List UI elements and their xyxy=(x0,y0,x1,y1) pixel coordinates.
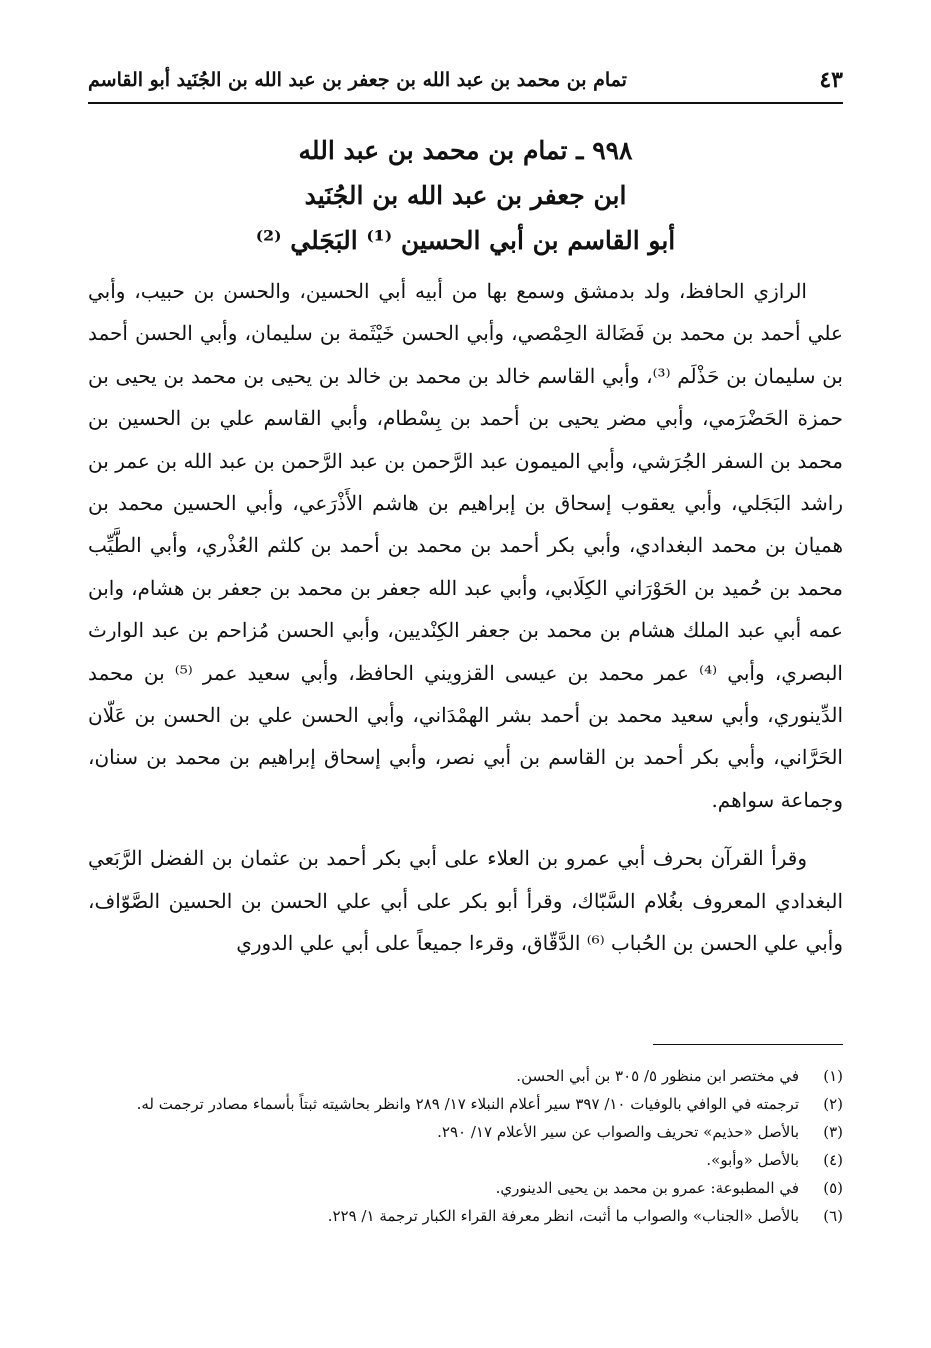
footnote-text: بالأصل «الجناب» والصواب ما أثبت، انظر معرفة القراء الكبار ترجمة ١/ ٢٢٩. xyxy=(327,1207,799,1225)
footnote xyxy=(88,1118,843,1146)
footnote-number: (١) xyxy=(823,1067,843,1085)
footnote-text: في المطبوعة: عمرو بن محمد بن يحيى الدينوري. xyxy=(495,1179,799,1197)
footnote-separator xyxy=(653,1044,843,1045)
footnote xyxy=(88,1062,843,1090)
footnote xyxy=(88,1090,843,1118)
running-title: تمام بن محمد بن عبد الله بن جعفر بن عبد الله بن الجُنَيد أبو القاسم xyxy=(88,69,627,91)
footnote-text: ترجمته في الوافي بالوفيات ١٠/ ٣٩٧ سير أعلام النبلاء ١٧/ ٢٨٩ وانظر بحاشيته ثبتاً بأسماء مصادر ترجمت له. xyxy=(136,1095,799,1113)
body-paragraph-1: الرازي الحافظ، ولد بدمشق وسمع بها من أبيه أبي الحسين، والحسن بن حبيب، وأبي علي أحمد بن محمد بن فَضَالة الحِمْصي، وأبي الحسن خَيْثَمة بن سليمان، وأبي الحسن أحمد بن سليمان بن حَذْلَم ⁽³⁾، وأبي القاسم خالد بن محمد بن خالد بن يحيى بن محمد بن يحيى بن حمزة الحَضْرَمي، وأبي مضر يحيى بن أحمد بن بِسْطام، وأبي القاسم علي بن الحسين بن محمد بن السفر الجُرَشي، وأبي الميمون عبد الرَّحمن بن عبد الرَّحمن بن عبد الله بن عمر بن راشد البَجَلي، وأبي يعقوب إسحاق بن إبراهيم بن هاشم الأَذْرَعي، وأبي الحسين محمد بن هميان بن محمد البغدادي، وأبي بكر أحمد بن محمد بن أحمد بن كلثم العُذْري، وأبي الطَّيِّب محمد بن حُميد بن الحَوْرَاني الكِلَابي، وأبي عبد الله جعفر بن محمد بن جعفر بن هشام، وابن عمه أبي عبد الملك هشام بن محمد بن جعفر الكِنْديين، وأبي الحسن مُزاحم بن عبد الوارث البصري، وأبي ⁽⁴⁾ عمر محمد بن عيسى القزويني الحافظ، وأبي سعيد عمر ⁽⁵⁾ بن محمد الدِّينوري، وأبي سعيد محمد بن أحمد بشر الهمْدَاني، وأبي الحسن علي بن الحسن بن عَلّان الحَرَّاني، وأبي بكر أحمد بن القاسم بن أبي نصر، وأبي إسحاق إبراهيم بن محمد بن سنان، وجماعة سواهم. xyxy=(88,279,843,812)
entry-title-line-3: أبو القاسم بن أبي الحسين ⁽¹⁾ البَجَلي ⁽²⁾ xyxy=(255,226,676,255)
footnote-number: (٤) xyxy=(823,1151,843,1169)
page-number: ٤٣ xyxy=(819,67,843,93)
entry-title xyxy=(88,128,843,263)
running-header xyxy=(88,58,843,104)
footnotes xyxy=(88,1062,843,1230)
footnote-text: بالأصل «وأبو». xyxy=(706,1151,799,1169)
footnote-text: بالأصل «حذيم» تحريف والصواب عن سير الأعلام ١٧/ ٢٩٠. xyxy=(437,1123,799,1141)
body-paragraph-2: وقرأ القرآن بحرف أبي عمرو بن العلاء على أبي بكر أحمد بن عثمان بن الفضل الرَّبَعي البغدادي المعروف بغُلام السَّبّاك، وقرأ أبو بكر على أبي علي الحسن بن الحسين الصَّوّاف، وأبي علي الحسن بن الحُباب ⁽⁶⁾ الدَّقّاق، وقرءا جميعاً على أبي علي الدوري xyxy=(88,846,843,956)
footnote xyxy=(88,1174,843,1202)
footnote-text: في مختصر ابن منظور ٥/ ٣٠٥ بن أبي الحسن. xyxy=(516,1067,799,1085)
footnote xyxy=(88,1202,843,1230)
footnote-number: (٣) xyxy=(823,1123,843,1141)
body-text xyxy=(88,270,843,965)
footnote-number: (٦) xyxy=(823,1207,843,1225)
footnote-number: (٢) xyxy=(823,1095,843,1113)
entry-title-line-2: ابن جعفر بن عبد الله بن الجُنَيد xyxy=(304,181,627,210)
footnote-number: (٥) xyxy=(823,1179,843,1197)
footnote xyxy=(88,1146,843,1174)
entry-title-line-1: ٩٩٨ ـ تمام بن محمد بن عبد الله xyxy=(298,136,633,165)
